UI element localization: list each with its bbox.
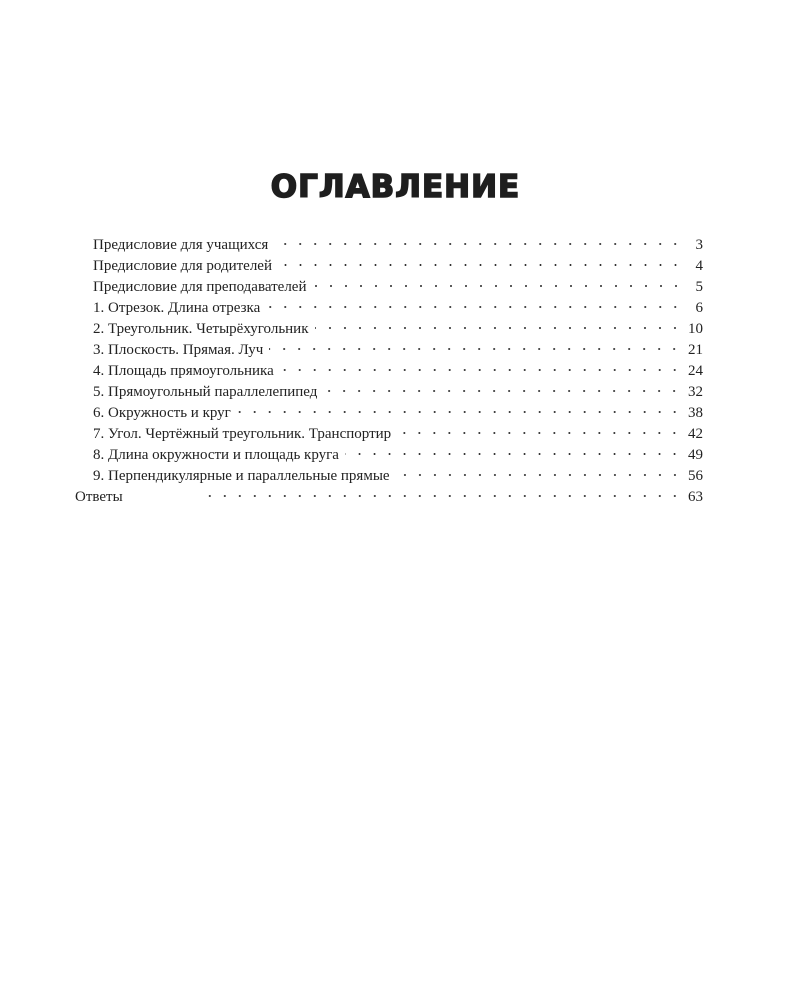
toc-entry-title: 1. Отрезок. Длина отрезка xyxy=(93,300,261,316)
toc-entry xyxy=(93,354,703,379)
toc-entry xyxy=(93,249,703,274)
toc-entry-title: Ответы xyxy=(75,489,123,505)
toc-dot-leader xyxy=(395,417,684,438)
toc-entry-title: Предисловие для учащихся xyxy=(93,237,269,253)
toc-dot-leader xyxy=(267,333,684,354)
page-title: ОГЛАВЛЕНИЕ xyxy=(270,169,521,205)
toc-entry-page: 5 xyxy=(695,279,703,295)
toc-entry xyxy=(93,333,703,358)
toc-entry xyxy=(93,291,703,316)
toc-dot-leader xyxy=(321,375,684,396)
toc-dot-leader xyxy=(127,480,684,501)
toc-entry-page: 63 xyxy=(688,489,703,505)
toc-entry-page: 4 xyxy=(695,258,703,274)
toc-entry-title: Предисловие для преподавателей xyxy=(93,279,307,295)
toc-entry-title: 7. Угол. Чертёжный треугольник. Транспортир xyxy=(93,426,392,442)
toc-entry-title: 9. Перпендикулярные и параллельные прямые xyxy=(93,468,390,484)
toc-entry-page: 38 xyxy=(688,405,703,421)
toc-dot-leader xyxy=(276,249,685,270)
toc-dot-leader xyxy=(313,312,684,333)
toc-entry-title: 8. Длина окружности и площадь круга xyxy=(93,447,339,463)
toc-dot-leader xyxy=(311,270,686,291)
toc-entry xyxy=(93,438,703,463)
toc-dot-leader xyxy=(394,459,684,480)
toc-entry-page: 10 xyxy=(688,321,703,337)
toc-entry xyxy=(93,417,703,442)
toc-dot-leader xyxy=(235,396,684,417)
toc-entry-page: 32 xyxy=(688,384,703,400)
toc-entry-title: 2. Треугольник. Четырёхугольник xyxy=(93,321,309,337)
toc-entry-title: 3. Плоскость. Прямая. Луч xyxy=(93,342,264,358)
toc-dot-leader xyxy=(272,228,685,249)
toc-entry-page: 24 xyxy=(688,363,703,379)
table-of-contents xyxy=(0,228,791,505)
toc-entry-title: 6. Окружность и круг xyxy=(93,405,231,421)
toc-entry-page: 6 xyxy=(695,300,703,316)
toc-entry xyxy=(93,396,703,421)
toc-entry-page: 49 xyxy=(688,447,703,463)
toc-dot-leader xyxy=(278,354,684,375)
toc-entry xyxy=(93,312,703,337)
toc-entry-title: 5. Прямоугольный параллелепипед xyxy=(93,384,318,400)
toc-entry-page: 3 xyxy=(695,237,703,253)
toc-entry-title: Предисловие для родителей xyxy=(93,258,272,274)
toc-dot-leader xyxy=(264,291,685,312)
toc-entry xyxy=(93,270,703,295)
toc-entry-page: 21 xyxy=(688,342,703,358)
toc-entry-page: 56 xyxy=(688,468,703,484)
toc-entry xyxy=(93,375,703,400)
toc-entry xyxy=(93,228,703,253)
toc-entry-page: 42 xyxy=(688,426,703,442)
toc-dot-leader xyxy=(343,438,684,459)
toc-entry xyxy=(75,480,703,505)
toc-entry xyxy=(93,459,703,484)
toc-entry-title: 4. Площадь прямоугольника xyxy=(93,363,274,379)
